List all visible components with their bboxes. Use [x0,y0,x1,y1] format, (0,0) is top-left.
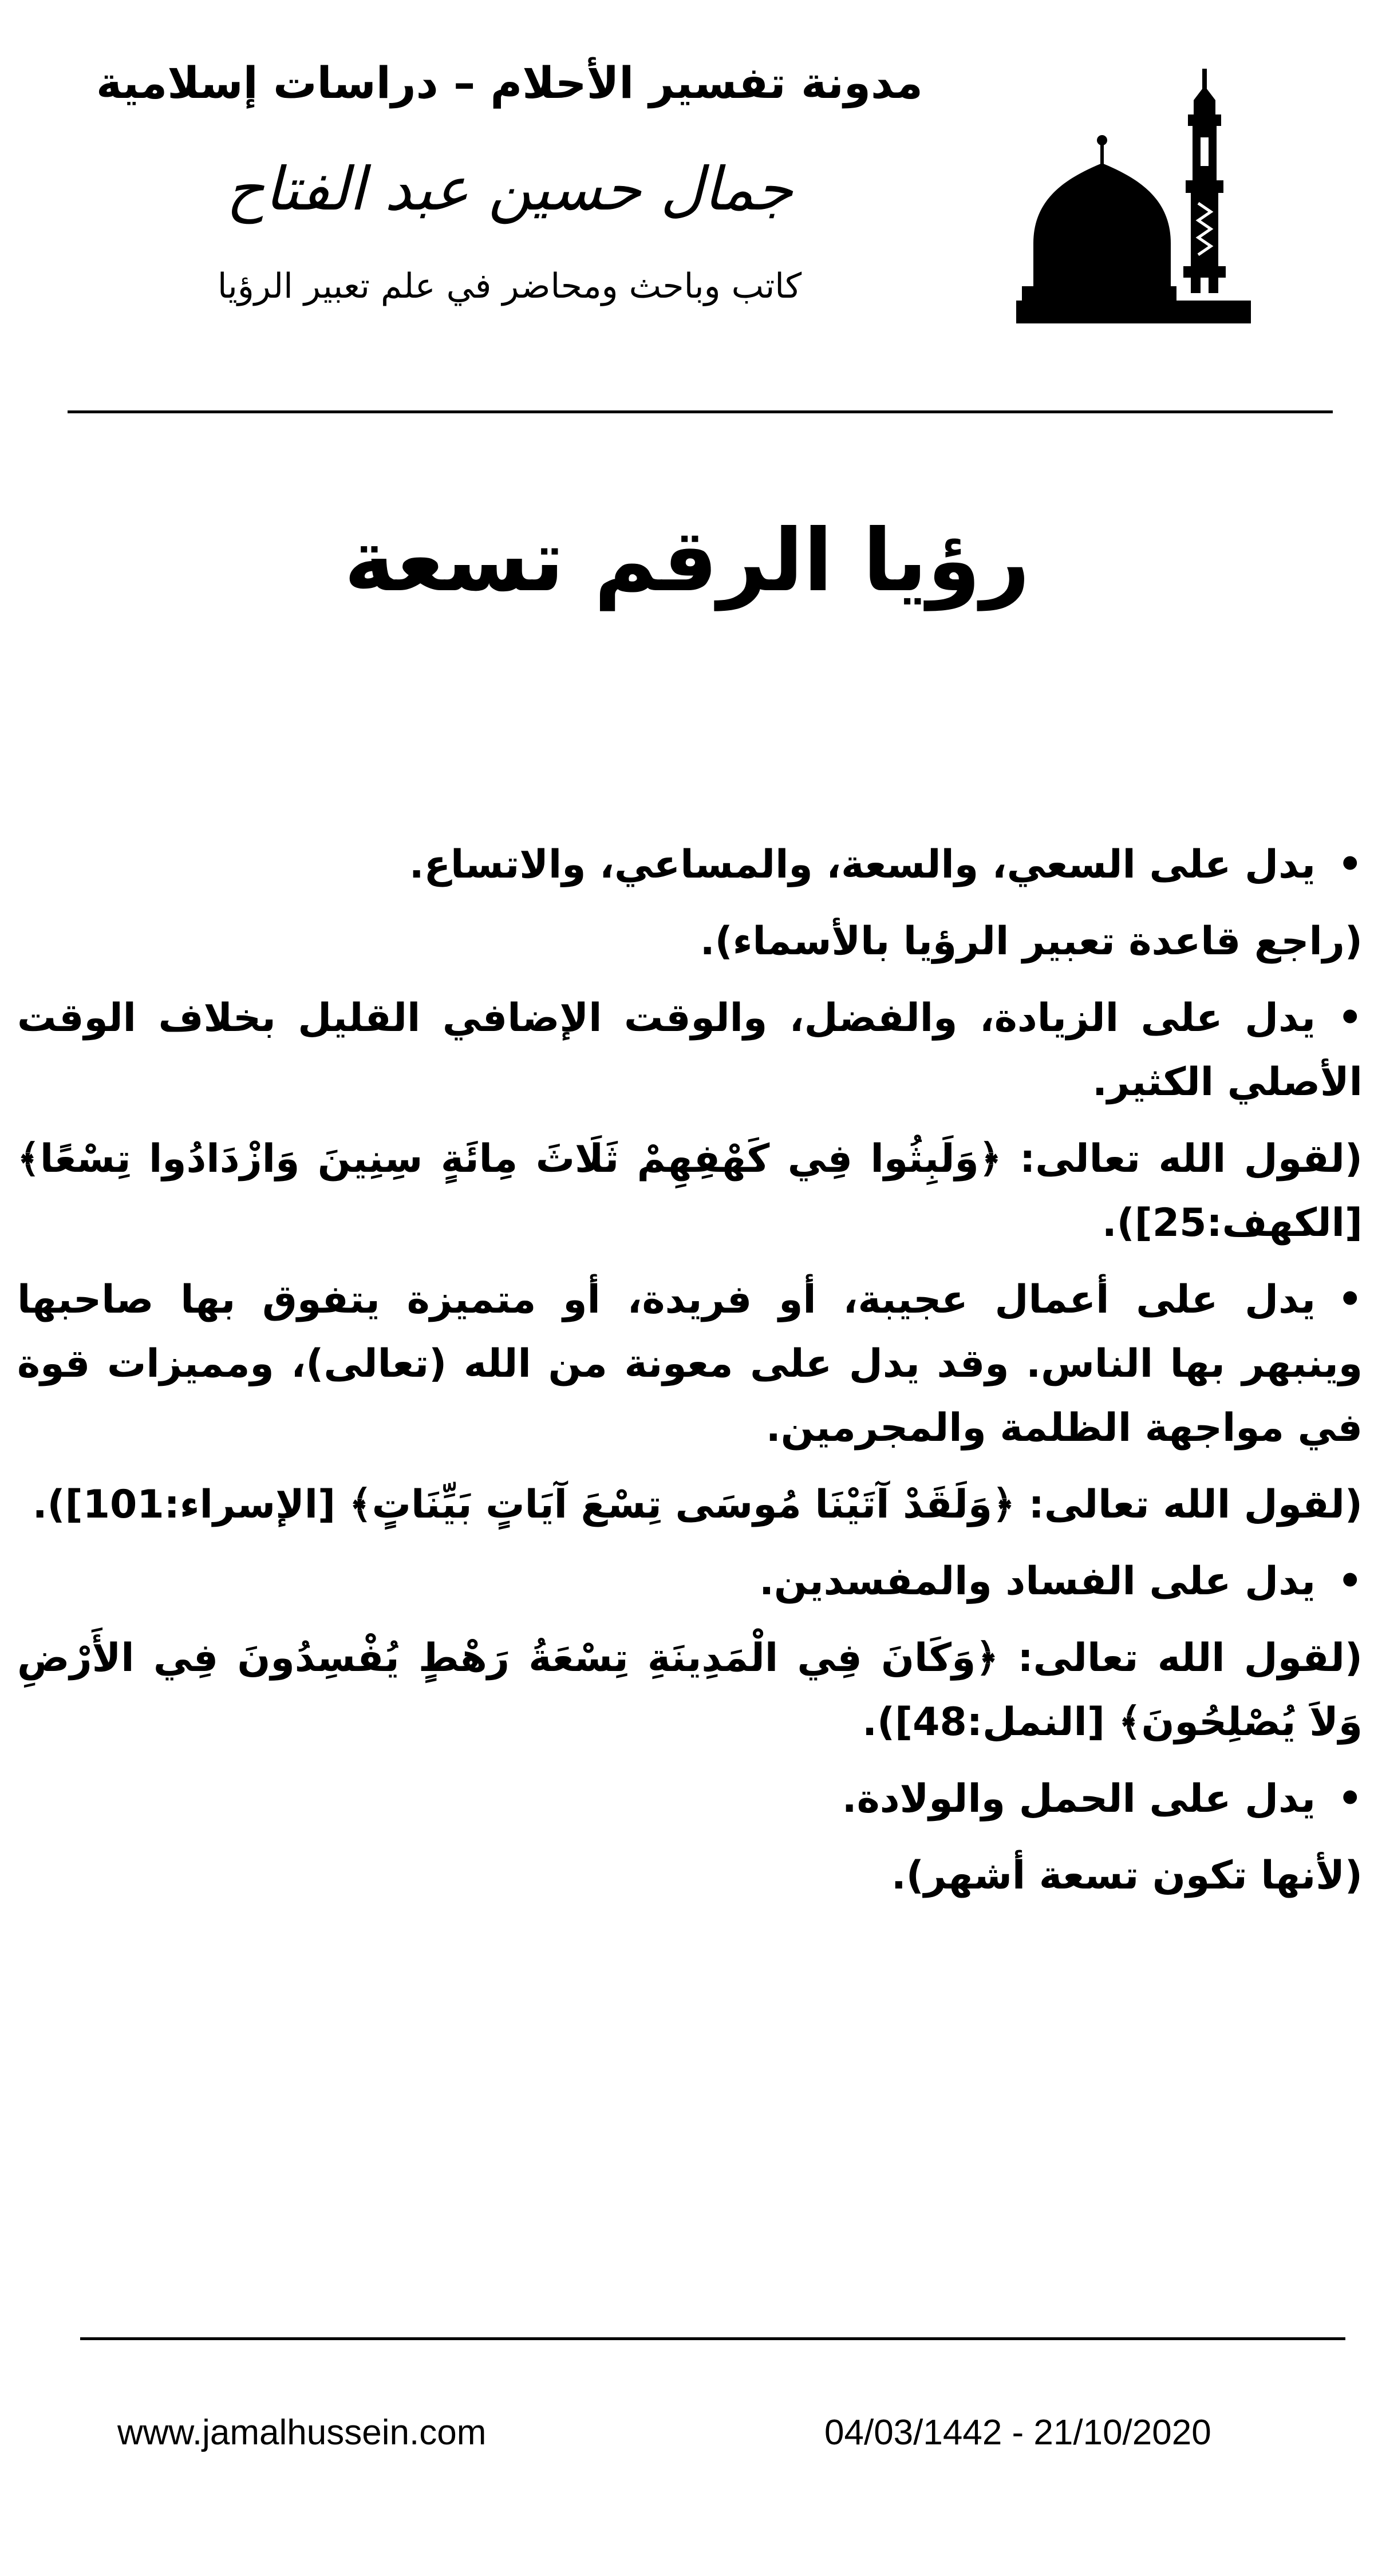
paragraph-bullet [17,1767,1363,1831]
paragraph-text: يدل على السعي، والسعة، والمساعي، والاتساع. [409,842,1316,887]
publish-dates: 04/03/1442 - 21/10/2020 [824,2413,1211,2452]
paragraph-text: (لقول الله تعالى: ﴿وَلَقَدْ آتَيْنَا مُوسَى تِسْعَ آيَاتٍ بَيِّنَاتٍ﴾ [الإسراء:101]). [32,1482,1363,1527]
paragraph-note [17,910,1363,974]
paragraph-text: (لأنها تكون تسعة أشهر). [891,1853,1363,1898]
paragraph-text: (راجع قاعدة تعبير الرؤيا بالأسماء). [700,919,1363,964]
bullet-icon: • [1337,842,1363,887]
header-divider [68,410,1333,413]
paragraph-text: يدل على الفساد والمفسدين. [759,1559,1316,1604]
website-link[interactable]: www.jamalhussein.com [117,2413,487,2452]
footer-divider [80,2337,1345,2340]
bullet-icon: • [1337,1776,1363,1822]
paragraph-note [17,1844,1363,1908]
page-header [0,0,1374,412]
author-signature: جمال حسين عبد الفتاح [226,154,793,224]
paragraph-note [17,1473,1363,1537]
paragraph-text: يدل على الحمل والولادة. [842,1776,1316,1822]
paragraph-bullet [17,833,1363,897]
blog-title: مدونة تفسير الأحلام – دراسات إسلامية [96,57,923,108]
article-body [17,833,1363,1921]
bullet-icon: • [1337,1277,1363,1322]
paragraph-bullet [17,986,1363,1115]
mosque-dome-minaret-icon [1016,54,1251,323]
bullet-icon: • [1337,1559,1363,1604]
paragraph-note [17,1626,1363,1755]
paragraph-note [17,1127,1363,1255]
paragraph-text: يدل على الزيادة، والفضل، والوقت الإضافي القليل بخلاف الوقت الأصلي الكثير. [17,995,1363,1105]
bullet-icon: • [1337,995,1363,1041]
paragraph-text: يدل على أعمال عجيبة، أو فريدة، أو متميزة يتفوق بها صاحبها وينبهر بها الناس. وقد يدل على معونة من الله (تعالى)، ومميزات قوة في مواجهة الظلمة والمجرمين. [17,1277,1363,1451]
paragraph-bullet [17,1550,1363,1614]
author-description: كاتب وباحث ومحاضر في علم تعبير الرؤيا [217,266,802,306]
paragraph-text: (لقول الله تعالى: ﴿وَلَبِثُوا فِي كَهْفِهِمْ ثَلَاثَ مِائَةٍ سِنِينَ وَازْدَادُوا تِسْعًا﴾ [الكهف:25]). [17,1136,1363,1246]
article-title: رؤيا الرقم تسعة [344,511,1030,611]
paragraph-text: (لقول الله تعالى: ﴿وَكَانَ فِي الْمَدِينَةِ تِسْعَةُ رَهْطٍ يُفْسِدُونَ فِي الأَرْضِ وَلاَ يُصْلِحُونَ﴾ [النمل:48]). [17,1635,1363,1745]
paragraph-bullet [17,1268,1363,1460]
